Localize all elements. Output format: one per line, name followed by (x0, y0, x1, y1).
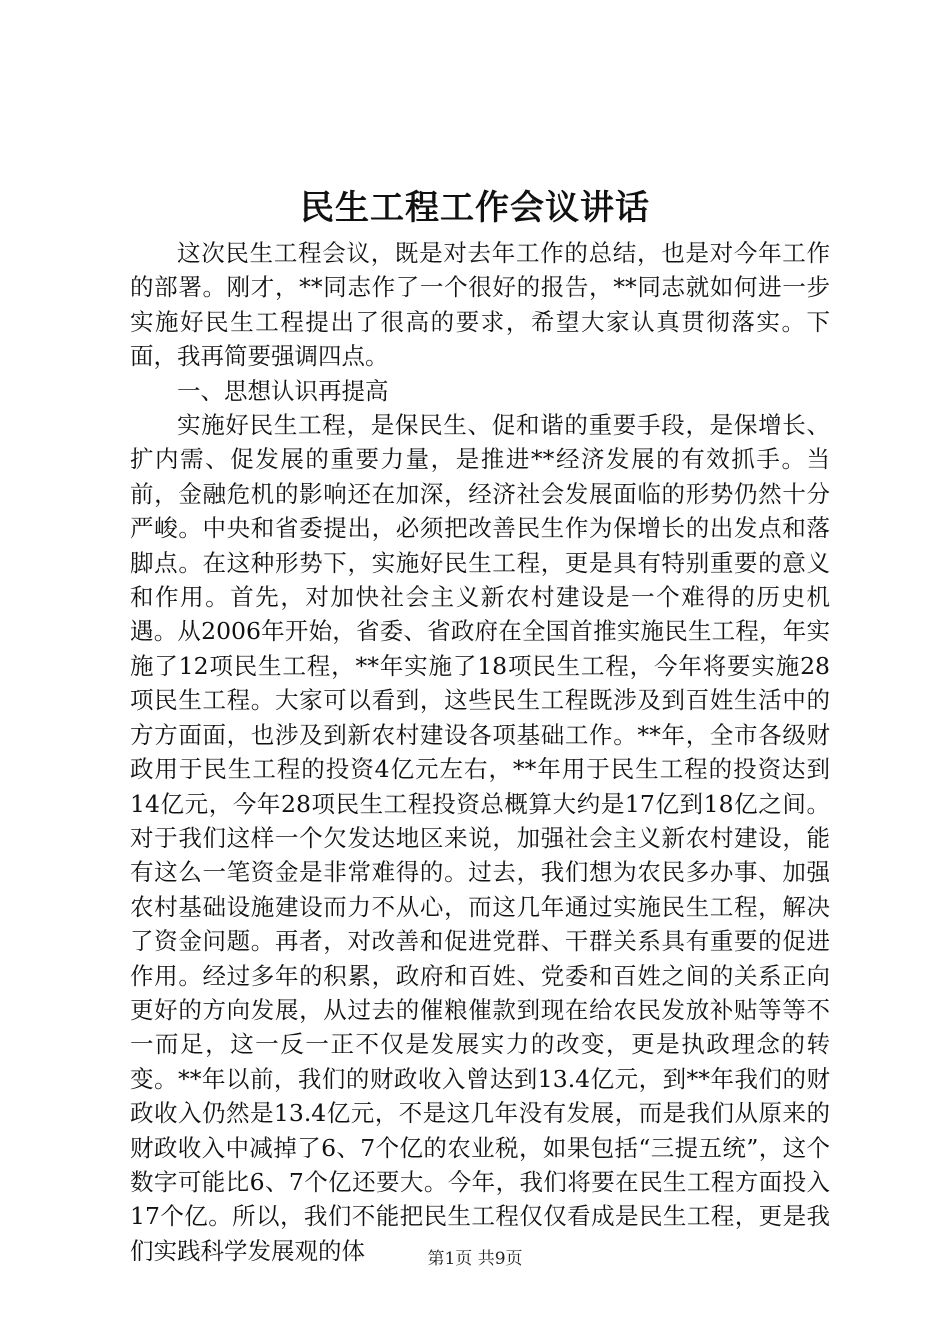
page-footer: 第1页 共9页 (427, 1249, 523, 1269)
paragraph-main: 实施好民生工程，是保民生、促和谐的重要手段，是保增长、扩内需、促发展的重要力量，是推进**经济发展的有效抓手。当前，金融危机的影响还在加深，经济社会发展面临的形势仍然十分严峻。中央和省委提出，必须把改善民生作为保增长的出发点和落脚点。在这种形势下，实施好民生工程，更是具有特别重要的意义和作用。首先，对加快社会主义新农村建设是一个难得的历史机遇。从2006年开始，省委、省政府在全国首推实施民生工程，年实施了12项民生工程，**年实施了18项民生工程，今年将要实施28项民生工程。大家可以看到，这些民生工程既涉及到百姓生活中的方方面面，也涉及到新农村建设各项基础工作。**年，全市各级财政用于民生工程的投资4亿元左右，**年用于民生工程的投资达到14亿元，今年28项民生工程投资总概算大约是17亿到18亿之间。对于我们这样一个欠发达地区来说，加强社会主义新农村建设，能有这么一笔资金是非常难得的。过去，我们想为农民多办事、加强农村基础设施建设而力不从心，而这几年通过实施民生工程，解决了资金问题。再者，对改善和促进党群、干群关系具有重要的促进作用。经过多年的积累，政府和百姓、党委和百姓之间的关系正向更好的方向发展，从过去的催粮催款到现在给农民发放补贴等等不一而足，这一反一正不仅是发展实力的改变，更是执政理念的转变。**年以前，我们的财政收入曾达到13.4亿元，到**年我们的财政收入仍然是13.4亿元，不是这几年没有发展，而是我们从原来的财政收入中减掉了6、7个亿的农业税，如果包括“三提五统”，这个数字可能比6、7个亿还要大。今年，我们将要在民生工程方面投入17个亿。所以，我们不能把民生工程仅仅看成是民生工程，更是我们实践科学发展观的体 (130, 411, 830, 1265)
paragraph-intro: 这次民生工程会议，既是对去年工作的总结，也是对今年工作的部署。刚才，**同志作了一个很好的报告，**同志就如何进一步实施好民生工程提出了很高的要求，希望大家认真贯彻落实。下面，我再简要强调四点。 (130, 239, 830, 371)
section-heading: 一、思想认识再提高 (177, 376, 389, 405)
document-body (130, 236, 830, 1268)
document-title: 民生工程工作会议讲话 (300, 188, 650, 228)
